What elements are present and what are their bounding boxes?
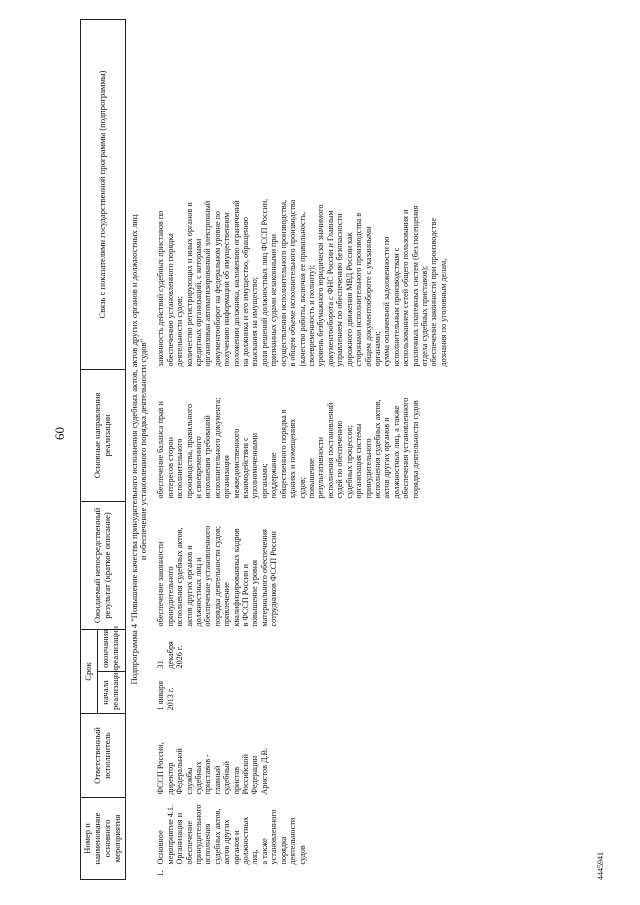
start-line: 1 января <box>156 680 166 711</box>
direction-line: интересов сторон <box>165 437 175 499</box>
header-name: Номер и наименование основного мероприятия <box>81 798 126 880</box>
direction-line: и своевременного <box>193 436 203 499</box>
link-line: осуществлении исполнительного производства, <box>278 199 288 367</box>
link-line: деятельности судов; <box>175 296 185 367</box>
executor-line: службы <box>184 767 194 795</box>
link-line: обеспечение законности при производстве <box>429 218 439 367</box>
link-line: обеспечению установленного порядка <box>165 233 175 367</box>
subprogram-line: и обеспечение установленного порядка деятельности судов" <box>138 338 149 561</box>
executor-line: пристав <box>231 766 241 795</box>
name-line: Организация и <box>175 812 185 865</box>
executor-line: Аристов Д.В. <box>259 747 269 795</box>
result-line: сотрудников ФССП России <box>269 531 279 627</box>
name-line: деятельности судов <box>288 817 307 865</box>
link-line: сторонами исполнительного производства в <box>354 212 364 367</box>
direction-line: организация системы <box>354 423 364 499</box>
result-line: квалифицированных кадров <box>231 528 241 627</box>
link-line: исполнительным производствам с <box>391 247 401 367</box>
document-id: 4445941 <box>596 852 605 880</box>
executor-line: приставов - <box>203 754 213 795</box>
link-line: доля решений должностных лиц ФССП России, <box>259 198 269 367</box>
table-row <box>153 19 451 879</box>
direction-line: исполнения судебных актов, <box>372 399 382 499</box>
cell-executor <box>153 714 451 798</box>
link-line: различных платежных систем (без посещения <box>410 205 420 367</box>
header-end: окончания реализации <box>97 629 125 671</box>
link-line: (качество работы, включая ее правильность, <box>297 211 307 367</box>
link-line: управлением по обеспечению безопасности <box>335 213 345 367</box>
header-directions: Основные направления реализации <box>81 369 126 501</box>
link-line: кредитных организаций, с которыми <box>193 238 203 367</box>
result-line: исполнения судебных актов, <box>175 527 185 627</box>
executor-line: директор <box>165 762 175 795</box>
name-line: установленного <box>269 809 279 865</box>
link-line: взыскания на имущество; <box>250 276 260 367</box>
executor-line: главный <box>212 765 222 795</box>
name-line: порядка <box>278 836 288 865</box>
direction-line: исполнения требований <box>203 415 213 499</box>
page-number: 60 <box>52 427 67 440</box>
end-line: 2026 г. <box>175 645 185 669</box>
header-term: Срок <box>81 629 98 713</box>
cell-links <box>153 19 451 369</box>
link-line: общем документообороте с указанными <box>363 226 373 367</box>
name-line: Основное <box>156 830 166 865</box>
cell-result <box>153 501 451 629</box>
direction-line: повышение <box>307 458 316 499</box>
name-line: должностных лиц, <box>241 816 260 865</box>
header-links: Связь с показателями государственной программы (подпрограммы) <box>81 19 126 369</box>
link-line: сумма оплаченной задолженности по <box>382 236 392 367</box>
link-line: отдела судебных приставов); <box>420 265 430 367</box>
link-line: получению информации об имущественном <box>222 212 232 367</box>
direction-line: общественного порядка в <box>278 409 288 499</box>
program-table <box>80 19 451 880</box>
link-line: документооборота с ФНС России и Главным <box>325 210 335 367</box>
result-line: привлечение <box>222 582 232 627</box>
result-line: актов других органов и <box>184 545 194 627</box>
result-line: в ФССП России и <box>241 564 251 627</box>
link-line: количество регистрирующих и иных органов и <box>184 202 194 367</box>
subprogram-title <box>125 19 153 879</box>
executor-line: судебных <box>193 761 203 795</box>
link-line: использованием сетей общего пользования и <box>401 209 411 367</box>
name-line: судебных актов, <box>212 808 222 865</box>
link-line: документооборот на федеральном уровне по <box>212 211 222 367</box>
direction-line: исполнительного документа; <box>212 397 222 499</box>
name-line: органов и <box>231 830 241 865</box>
result-line: должностных лиц и <box>193 557 203 627</box>
direction-line: обеспечение баланса прав и <box>156 401 166 499</box>
direction-line: результативности <box>316 437 326 499</box>
direction-line: производства, правильного <box>184 403 194 499</box>
link-line: уровень безбумажного юридически значимого <box>316 204 326 367</box>
link-line: законность действий судебных приставов по <box>156 210 166 367</box>
link-line: положении должника, наложению ограничений <box>231 200 241 367</box>
executor-line: судебный <box>222 761 232 795</box>
executor-line: Федеральной <box>175 748 185 795</box>
name-line: принудительного <box>193 804 203 865</box>
link-line: организован автоматизированный электронный <box>203 200 213 367</box>
result-line: обеспечение установленного <box>203 525 213 627</box>
header-executor: Ответственный исполнитель <box>81 714 126 798</box>
link-line: дорожного движения МВД России как <box>344 232 354 367</box>
direction-line: судебных процессов; <box>344 425 354 499</box>
result-line: обеспечение законности <box>156 541 166 627</box>
direction-line: взаимодействия с <box>241 437 251 499</box>
subprogram-line: Подпрограмма 4 "Повышение качества принудительного исполнения судебных актов, актов других органов и должностных лиц <box>128 214 139 685</box>
header-start: начала реализации <box>97 672 125 714</box>
name-lines <box>156 801 307 865</box>
direction-line: органами; <box>259 463 269 499</box>
direction-line: должностных лиц, а также <box>391 405 401 499</box>
cell-name <box>153 798 451 880</box>
cell-end <box>153 629 451 671</box>
direction-line: межведомственного <box>231 428 241 499</box>
result-line: материального обеспечения <box>259 529 269 627</box>
result-line: порядка деятельности судов; <box>212 526 222 627</box>
direction-line: актов других органов и <box>382 417 392 499</box>
result-line: повышение уровня <box>250 559 260 627</box>
cell-directions <box>153 369 451 501</box>
executor-line: ФССП России, <box>156 742 166 795</box>
direction-line: уполномоченными <box>250 432 260 499</box>
row-number: 1. <box>156 870 166 877</box>
direction-line: судов; <box>297 476 307 499</box>
name-line: актов других <box>222 819 232 865</box>
direction-line: исполнительного <box>175 438 185 499</box>
executor-line: Российской <box>241 754 251 795</box>
result-line: принудительного <box>165 566 175 627</box>
direction-line: поддержание <box>269 452 279 499</box>
link-line: своевременность и полноту); <box>307 264 316 367</box>
executor-line: Федерации <box>250 755 260 795</box>
link-line: в общем объеме исполнительного производства <box>288 199 298 367</box>
rotated-table-page <box>80 20 610 880</box>
header-result: Ожидаемый непосредственный результат (краткое описание) <box>81 501 126 629</box>
link-line: дознания по уголовным делам, <box>438 258 448 367</box>
direction-line: порядка деятельности судов <box>410 400 420 499</box>
link-line: на должника и его имущество, обращению <box>241 217 251 367</box>
direction-line: зданиях и помещениях <box>288 418 298 499</box>
cell-start <box>153 672 451 714</box>
start-line: 2013 г. <box>165 687 175 711</box>
name-line: исполнения <box>203 823 213 865</box>
link-line: признанных судами незаконными при <box>269 234 279 367</box>
direction-line: организация <box>222 455 232 499</box>
direction-line: исполнения постановлений <box>325 402 335 499</box>
direction-line: обеспечения установленного <box>401 397 411 499</box>
name-line: обеспечение <box>184 820 194 865</box>
name-line: а также <box>259 838 269 865</box>
name-line: мероприятие 4.1. <box>165 804 175 865</box>
direction-line: судей по обеспечению <box>335 420 345 499</box>
end-line: 31 декабря <box>156 641 175 669</box>
direction-line: принудительного <box>363 438 373 499</box>
link-line: органами; <box>372 331 382 367</box>
